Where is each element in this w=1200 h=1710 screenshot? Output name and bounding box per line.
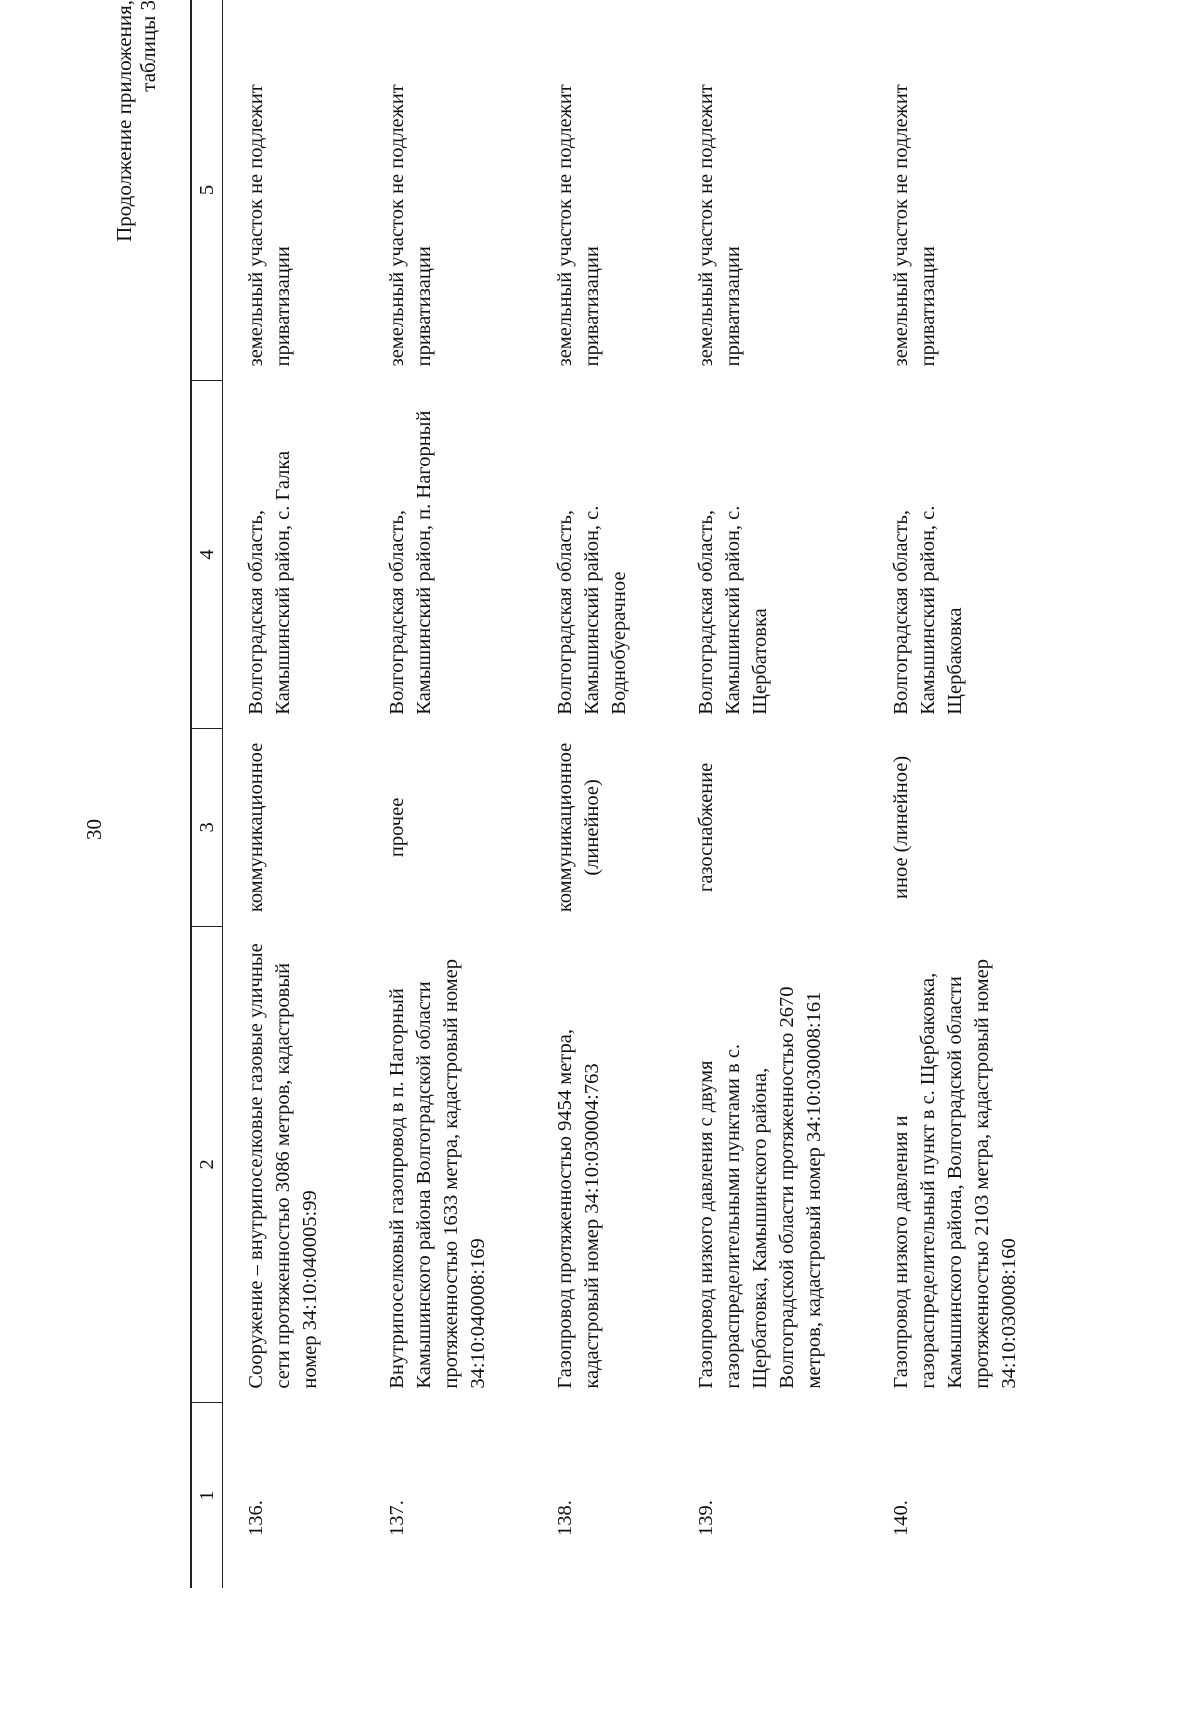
property-table <box>190 0 1068 1588</box>
column-header-5: 5 <box>191 0 223 380</box>
row-number: 138. <box>554 1500 576 1536</box>
header-note-line2: таблицы 3 <box>136 0 160 92</box>
column-header-4: 4 <box>191 380 223 728</box>
column-header-2: 2 <box>191 926 223 1403</box>
header-note-line1: Продолжение приложения, <box>112 0 136 242</box>
row-number: 137. <box>386 1500 408 1536</box>
column-header-3: 3 <box>191 729 223 926</box>
object-address: Волгоградская область, Камышинский район, с. Щербатовка <box>695 505 771 715</box>
table-row <box>868 0 1068 1588</box>
column-header-1: 1 <box>191 1403 223 1588</box>
object-note: земельный участок не подлежит приватизации <box>386 84 435 367</box>
object-address: Волгоградская область, Камышинский район, с. Щербаковка <box>890 505 966 715</box>
object-note: земельный участок не подлежит приватизации <box>695 84 744 367</box>
object-address: Волгоградская область, Камышинский район, с. Галка <box>245 450 294 715</box>
object-description: Внутрипоселковый газопровод в п. Нагорный Камышинского района Волгоградской области протяженностью 1633 метра, кадастровый номер 34:10:040008:169 <box>386 958 489 1389</box>
object-address: Волгоградская область, Камышинский район, п. Нагорный <box>386 410 435 715</box>
object-address: Волгоградская область, Камышинский район, с. Воднобуерачное <box>554 505 630 715</box>
object-purpose: коммуникационное <box>245 742 267 913</box>
row-number: 140. <box>890 1500 912 1536</box>
table-row <box>364 0 532 1588</box>
object-description: Газопровод низкого давления и газораспределительный пункт в с. Щербаковка, Камышинского района, Волгоградской области протяженностью 2103 метра, кадастровый номер 34:10:030008:160 <box>890 958 1020 1389</box>
table-header-row <box>191 0 223 1588</box>
object-purpose: коммуникационное (линейное) <box>554 742 603 913</box>
header-note <box>112 0 160 460</box>
row-number: 139. <box>695 1500 717 1536</box>
object-purpose: газоснабжение <box>695 762 717 893</box>
table-row <box>673 0 868 1588</box>
table-row <box>223 0 365 1588</box>
table-row <box>532 0 673 1588</box>
page-number: 30 <box>82 819 106 840</box>
object-note: земельный участок не подлежит приватизации <box>554 84 603 367</box>
row-number: 136. <box>245 1500 267 1536</box>
object-purpose: прочее <box>386 797 408 858</box>
object-purpose: иное (линейное) <box>890 755 912 899</box>
object-note: земельный участок не подлежит приватизации <box>890 84 939 367</box>
object-note: земельный участок не подлежит приватизации <box>245 84 294 367</box>
object-description: Сооружение – внутрипоселковые газовые уличные сети протяженностью 3086 метров, кадастровый номер 34:10:040005:99 <box>245 943 321 1389</box>
object-description: Газопровод низкого давления с двумя газораспределительными пунктами в с. Щербатовка, Камышинского района, Волгоградской области протяженностью 2670 метров, кадастровый номер 34:10:030008:161 <box>695 986 825 1389</box>
object-description: Газопровод протяженностью 9454 метра, кадастровый номер 34:10:030004:763 <box>554 1029 603 1389</box>
